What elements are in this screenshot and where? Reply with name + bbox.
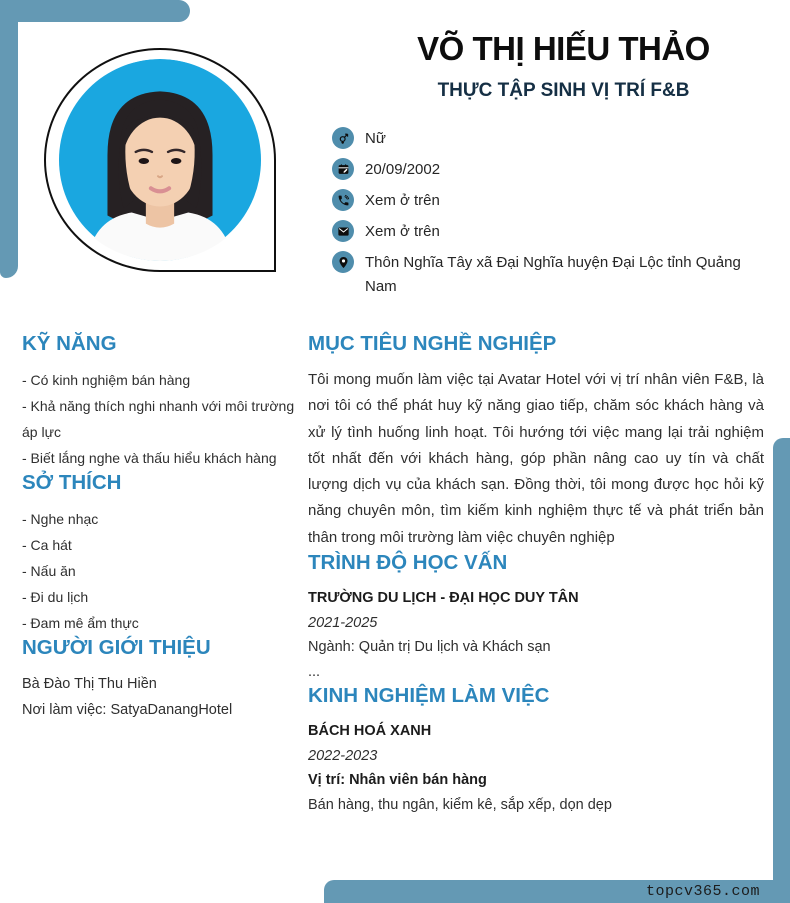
hobbies-heading: SỞ THÍCH — [22, 471, 122, 494]
top-accent-bar — [0, 0, 190, 22]
contact-value-gender: Nữ — [365, 130, 386, 147]
profile-photo-frame — [44, 48, 276, 272]
contact-list — [332, 127, 762, 306]
contact-value-address: Thôn Nghĩa Tây xã Đại Nghĩa huyện Đại Lộc tỉnh Quảng Nam — [365, 254, 741, 295]
skill-item: - Khả năng thích nghi nhanh với môi trường áp lực — [22, 398, 295, 440]
references-heading: NGƯỜI GIỚI THIỆU — [22, 636, 211, 659]
left-accent-bar — [0, 0, 18, 278]
candidate-name: VÕ THỊ HIẾU THẢO — [417, 30, 710, 67]
hobby-item: - Nghe nhạc — [22, 511, 99, 527]
experience-company: BÁCH HOÁ XANH — [308, 723, 432, 740]
experience-position: Vị trí: Nhân viên bán hàng — [308, 772, 487, 789]
portrait-illustration — [56, 59, 264, 261]
watermark-bar — [324, 880, 790, 903]
reference-workplace: Nơi làm việc: SatyaDanangHotel — [22, 702, 233, 718]
experience-heading: KINH NGHIỆM LÀM VIỆC — [308, 684, 550, 708]
experience-period: 2022-2023 — [308, 747, 378, 764]
objective-heading: MỤC TIÊU NGHỀ NGHIỆP — [308, 332, 557, 355]
right-column — [308, 332, 764, 817]
mail-icon — [332, 220, 354, 242]
skill-item: - Có kinh nghiệm bán hàng — [22, 372, 191, 388]
experience-description: Bán hàng, thu ngân, kiểm kê, sắp xếp, dọn dẹp — [308, 796, 612, 813]
education-ellipsis: ... — [308, 663, 321, 680]
gender-icon — [332, 127, 354, 149]
contact-row-address — [332, 251, 762, 299]
skills-heading: KỸ NĂNG — [22, 332, 117, 355]
location-icon — [332, 251, 354, 273]
reference-name: Bà Đào Thị Thu Hiền — [22, 676, 157, 692]
contact-row-birthdate — [332, 158, 762, 182]
hobby-item: - Ca hát — [22, 537, 72, 553]
education-school: TRƯỜNG DU LỊCH - ĐẠI HỌC DUY TÂN — [308, 590, 579, 607]
contact-row-phone — [332, 189, 762, 213]
hobby-item: - Đi du lịch — [22, 589, 89, 605]
contact-value-birthdate: 20/09/2002 — [365, 161, 441, 178]
calendar-icon — [332, 158, 354, 180]
contact-row-gender — [332, 127, 762, 151]
left-column — [22, 332, 300, 723]
skill-item: - Biết lắng nghe và thấu hiểu khách hàng — [22, 450, 277, 466]
phone-icon — [332, 189, 354, 211]
contact-row-email — [332, 220, 762, 244]
hobby-item: - Nấu ăn — [22, 563, 76, 579]
right-accent-bar — [773, 438, 790, 903]
contact-value-email: Xem ở trên — [365, 223, 440, 240]
profile-photo — [56, 59, 264, 261]
contact-value-phone: Xem ở trên — [365, 192, 440, 209]
education-major: Ngành: Quản trị Du lịch và Khách sạn — [308, 639, 551, 656]
education-heading: TRÌNH ĐỘ HỌC VẤN — [308, 551, 508, 575]
watermark-text: topcv365.com — [645, 883, 760, 900]
education-period: 2021-2025 — [308, 614, 378, 631]
candidate-job-title: THỰC TẬP SINH VỊ TRÍ F&B — [437, 80, 690, 101]
hobby-item: - Đam mê ẩm thực — [22, 615, 139, 631]
objective-text: Tôi mong muốn làm việc tại Avatar Hotel với vị trí nhân viên F&B, là nơi tôi có thể phát huy kỹ năng giao tiếp, chăm sóc khách hàng và xử lý tình huống linh hoạt. Tôi hướng tới việc mang lại trải nghiệm tốt nhất đến với khách hàng, góp phần nâng cao uy tín và chất lượng dịch vụ của khách sạn. Đồng thời, tôi mong được học hỏi kỹ năng chuyên môn, tìm kiếm kinh nghiệm thực tế và phát triển bản thân trong môi trường làm việc chuyên nghiệp — [308, 371, 764, 546]
